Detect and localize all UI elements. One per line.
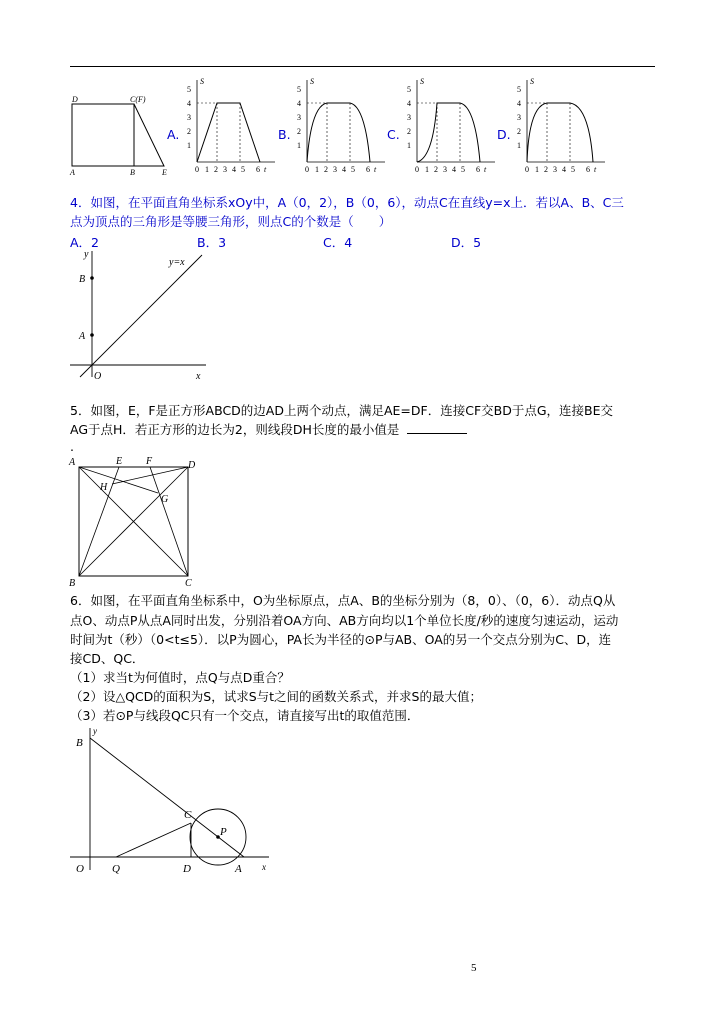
svg-text:4: 4 <box>452 165 456 174</box>
q4-option-a[interactable]: A．2 <box>70 235 100 250</box>
q3-option-d-label[interactable]: D. <box>497 127 511 142</box>
svg-text:S: S <box>530 77 534 86</box>
svg-text:2: 2 <box>214 165 218 174</box>
q3-label-E: E <box>162 168 167 177</box>
q6-subquestion-1: （1）求当t为何值时，点Q与点D重合？ <box>70 670 290 685</box>
q3-option-b-graph <box>295 76 390 176</box>
q4-origin-label: O <box>94 371 102 382</box>
svg-text:2: 2 <box>517 127 521 136</box>
svg-text:0: 0 <box>305 165 309 174</box>
q3-shape-figure <box>64 92 174 178</box>
q3-label-D: D <box>72 95 78 104</box>
q4-line-label: y=x <box>169 257 185 268</box>
q6-label-P: P <box>220 826 227 838</box>
q6-x-label: x <box>262 862 266 872</box>
svg-text:3: 3 <box>297 113 301 122</box>
q4-question-line1: 4．如图，在平面直角坐标系xOy中，A（0，2），B（0，6），动点C在直线y=x上．若以A、B、C三 <box>70 195 624 210</box>
q6-question-line2: 点O、动点P从点A同时出发，分别沿着OA方向、AB方向均以1个单位长度/秒的速度匀速运动，运动 <box>70 613 619 628</box>
svg-text:3: 3 <box>443 165 447 174</box>
svg-text:1: 1 <box>315 165 319 174</box>
svg-text:3: 3 <box>333 165 337 174</box>
q6-label-O: O <box>76 863 84 875</box>
svg-text:4: 4 <box>517 99 521 108</box>
q6-label-A: A <box>235 863 242 875</box>
svg-text:t: t <box>594 165 597 174</box>
svg-text:4: 4 <box>342 165 346 174</box>
svg-text:3: 3 <box>187 113 191 122</box>
svg-text:5: 5 <box>571 165 575 174</box>
svg-text:t: t <box>264 165 267 174</box>
svg-text:2: 2 <box>324 165 328 174</box>
svg-text:6: 6 <box>256 165 260 174</box>
q5-label-E: E <box>116 456 123 467</box>
q6-subquestion-3: （3）若⊙P与线段QC只有一个交点，请直接写出t的取值范围． <box>70 708 420 723</box>
q5-label-G: G <box>161 494 169 505</box>
svg-text:5: 5 <box>517 85 521 94</box>
q6-question-line4: 接CD、QC． <box>70 651 145 666</box>
q6-y-label: y <box>93 726 97 736</box>
q4-option-b[interactable]: B．3 <box>197 235 227 250</box>
q4-x-label: x <box>196 371 201 382</box>
svg-text:S: S <box>200 77 204 86</box>
q3-label-A: A <box>70 168 75 177</box>
q6-subquestion-2: （2）设△QCD的面积为S，试求S与t之间的函数关系式，并求S的最大值； <box>70 689 482 704</box>
svg-text:6: 6 <box>586 165 590 174</box>
svg-text:0: 0 <box>525 165 529 174</box>
q5-label-B: B <box>69 578 76 589</box>
svg-text:4: 4 <box>297 99 301 108</box>
svg-text:6: 6 <box>366 165 370 174</box>
svg-text:4: 4 <box>232 165 236 174</box>
svg-text:5: 5 <box>187 85 191 94</box>
q3-label-C: C(F) <box>130 95 146 104</box>
q5-question-line2: AG于点H．若正方形的边长为2，则线段DH长度的最小值是 <box>70 420 467 440</box>
svg-text:1: 1 <box>297 141 301 150</box>
svg-text:4: 4 <box>407 99 411 108</box>
q5-label-F: F <box>146 456 153 467</box>
q6-label-D: D <box>183 863 191 875</box>
svg-text:4: 4 <box>562 165 566 174</box>
svg-text:4: 4 <box>187 99 191 108</box>
q3-option-c-graph <box>405 76 500 176</box>
q5-label-A: A <box>69 457 76 468</box>
svg-text:1: 1 <box>425 165 429 174</box>
svg-text:t: t <box>484 165 487 174</box>
q3-option-b-label[interactable]: B. <box>278 127 291 142</box>
q6-label-Q: Q <box>112 863 120 875</box>
svg-text:t: t <box>374 165 377 174</box>
q6-label-B: B <box>76 737 83 749</box>
q3-option-a-label[interactable]: A. <box>167 127 180 142</box>
q5-square-figure <box>64 453 204 589</box>
q6-question-line3: 时间为t（秒）（0<t≤5）．以P为圆心，PA长为半径的⊙P与AB、OA的另一个交点分别为C、D，连 <box>70 632 612 647</box>
q4-point-A-label: A <box>79 331 86 342</box>
svg-text:1: 1 <box>187 141 191 150</box>
q4-point-B-label: B <box>79 274 86 285</box>
svg-text:S: S <box>310 77 314 86</box>
q3-label-B: B <box>130 168 135 177</box>
svg-text:6: 6 <box>476 165 480 174</box>
q6-coordinate-figure <box>64 722 284 878</box>
header-rule <box>70 66 655 67</box>
svg-text:5: 5 <box>241 165 245 174</box>
q5-answer-blank[interactable] <box>407 421 467 434</box>
q5-label-C: C <box>185 578 192 589</box>
q5-question-line3: . <box>70 439 74 454</box>
svg-text:1: 1 <box>517 141 521 150</box>
q4-y-label: y <box>84 249 89 260</box>
q4-coordinate-figure <box>66 245 216 385</box>
q5-question-line1: 5．如图，E，F是正方形ABCD的边AD上两个动点，满足AE=DF．连接CF交BD于点G，连接BE交 <box>70 403 613 418</box>
q4-option-d[interactable]: D．5 <box>451 235 482 250</box>
svg-text:5: 5 <box>461 165 465 174</box>
svg-text:3: 3 <box>517 113 521 122</box>
svg-text:5: 5 <box>297 85 301 94</box>
svg-text:5: 5 <box>407 85 411 94</box>
q4-option-c[interactable]: C．4 <box>323 235 353 250</box>
q3-option-c-label[interactable]: C. <box>387 127 400 142</box>
svg-text:0: 0 <box>195 165 199 174</box>
svg-text:3: 3 <box>407 113 411 122</box>
q4-question-line2: 点为顶点的三角形是等腰三角形，则点C的个数是（ ） <box>70 214 392 229</box>
svg-text:1: 1 <box>205 165 209 174</box>
svg-text:2: 2 <box>407 127 411 136</box>
q6-label-C: C <box>184 809 192 821</box>
q3-option-d-graph <box>515 76 610 176</box>
svg-text:3: 3 <box>553 165 557 174</box>
q6-question-line1: 6．如图，在平面直角坐标系中，O为坐标原点，点A、B的坐标分别为（8，0）、（0，6）．动点Q从 <box>70 593 616 608</box>
svg-text:2: 2 <box>187 127 191 136</box>
q5-label-D: D <box>188 460 196 471</box>
svg-text:2: 2 <box>434 165 438 174</box>
svg-text:0: 0 <box>415 165 419 174</box>
svg-text:1: 1 <box>535 165 539 174</box>
svg-text:2: 2 <box>544 165 548 174</box>
svg-text:S: S <box>420 77 424 86</box>
q3-option-a-graph <box>185 76 280 176</box>
q5-label-H: H <box>100 482 108 493</box>
svg-text:3: 3 <box>223 165 227 174</box>
page-number: 5 <box>471 962 477 974</box>
svg-text:1: 1 <box>407 141 411 150</box>
svg-text:2: 2 <box>297 127 301 136</box>
svg-text:5: 5 <box>351 165 355 174</box>
